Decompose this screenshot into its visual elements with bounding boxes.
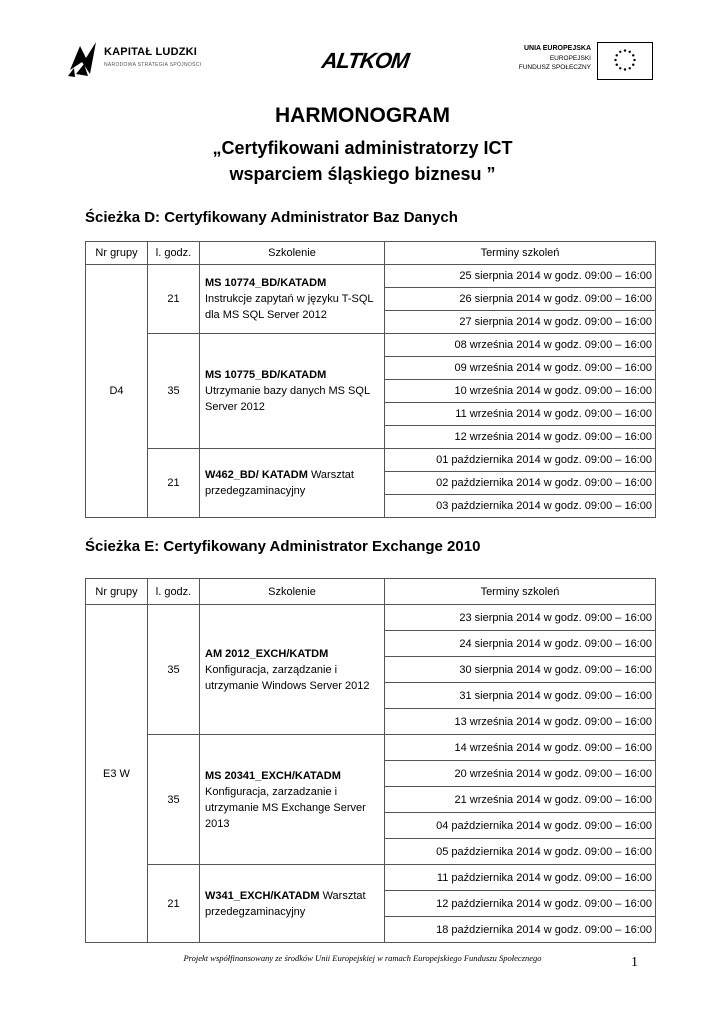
date-cell: 26 sierpnia 2014 w godz. 09:00 – 16:00 <box>385 288 656 311</box>
page-title: HARMONOGRAM <box>275 104 450 127</box>
col-course-header: Szkolenie <box>200 579 385 605</box>
date-cell: 10 września 2014 w godz. 09:00 – 16:00 <box>385 380 656 403</box>
date-cell: 25 sierpnia 2014 w godz. 09:00 – 16:00 <box>385 265 656 288</box>
date-cell: 20 września 2014 w godz. 09:00 – 16:00 <box>385 761 656 787</box>
course-code: MS 10774_BD/KATADM <box>205 277 327 289</box>
kapital-ludzki-logo <box>66 40 216 78</box>
col-hours-header: l. godz. <box>148 579 200 605</box>
hours-cell: 35 <box>148 735 200 865</box>
schedule-table-d <box>85 241 656 518</box>
kapital-ludzki-mark-icon <box>66 40 100 78</box>
date-cell: 04 października 2014 w godz. 09:00 – 16:00 <box>385 813 656 839</box>
col-course-header: Szkolenie <box>200 242 385 265</box>
col-dates-header: Terminy szkoleń <box>385 242 656 265</box>
course-cell <box>200 449 385 518</box>
date-cell: 31 sierpnia 2014 w godz. 09:00 – 16:00 <box>385 683 656 709</box>
course-cell <box>200 265 385 334</box>
altkom-logo-text: ALTKOM <box>320 48 411 73</box>
date-cell: 24 sierpnia 2014 w godz. 09:00 – 16:00 <box>385 631 656 657</box>
date-cell: 14 września 2014 w godz. 09:00 – 16:00 <box>385 735 656 761</box>
course-desc: Konfiguracja, zarządzanie i utrzymanie Windows Server 2012 <box>205 663 370 692</box>
schedule-table-e <box>85 578 656 943</box>
kapital-ludzki-tagline: NARODOWA STRATEGIA SPÓJNOŚCI <box>104 62 202 68</box>
hours-cell: 35 <box>148 605 200 735</box>
date-cell: 03 października 2014 w godz. 09:00 – 16:00 <box>385 495 656 518</box>
subtitle-line1: „Certyfikowani administratorzy ICT <box>212 138 513 158</box>
date-cell: 11 września 2014 w godz. 09:00 – 16:00 <box>385 403 656 426</box>
group-cell: E3 W <box>86 605 148 943</box>
course-cell <box>200 605 385 735</box>
course-cell <box>200 865 385 943</box>
hours-cell: 35 <box>148 334 200 449</box>
course-desc: Konfiguracja, zarzadzanie i utrzymanie MS Exchange Server 2013 <box>205 785 366 830</box>
subtitle-line2: wsparciem śląskiego biznesu ” <box>229 164 496 184</box>
col-group-header: Nr grupy <box>86 579 148 605</box>
course-code: AM 2012_EXCH/KATDM <box>205 647 329 660</box>
hours-cell: 21 <box>148 449 200 518</box>
course-code: W341_EXCH/KATADM <box>205 889 320 902</box>
course-code: MS 20341_EXCH/KATADM <box>205 769 341 782</box>
col-group-header: Nr grupy <box>86 242 148 265</box>
course-cell <box>200 334 385 449</box>
eu-logo <box>505 42 655 82</box>
date-cell: 09 września 2014 w godz. 09:00 – 16:00 <box>385 357 656 380</box>
hours-cell: 21 <box>148 265 200 334</box>
table-row <box>86 449 656 472</box>
eu-line1: UNIA EUROPEJSKA <box>523 45 591 52</box>
course-desc: Instrukcje zapytań w języku T-SQL dla MS SQL Server 2012 <box>205 293 374 321</box>
table-row <box>86 735 656 761</box>
table-row <box>86 334 656 357</box>
table-header-row <box>86 579 656 605</box>
course-cell <box>200 735 385 865</box>
footer-note: Projekt współfinansowany ze środków Unii Europejskiej w ramach Europejskiego Funduszu Społecznego <box>183 953 542 963</box>
date-cell: 12 października 2014 w godz. 09:00 – 16:00 <box>385 891 656 917</box>
table-row <box>86 265 656 288</box>
date-cell: 18 października 2014 w godz. 09:00 – 16:00 <box>385 917 656 943</box>
group-cell: D4 <box>86 265 148 518</box>
table-row <box>86 605 656 631</box>
date-cell: 01 października 2014 w godz. 09:00 – 16:00 <box>385 449 656 472</box>
course-code: MS 10775_BD/KATADM <box>205 369 327 381</box>
hours-cell: 21 <box>148 865 200 943</box>
date-cell: 05 października 2014 w godz. 09:00 – 16:00 <box>385 839 656 865</box>
date-cell: 11 października 2014 w godz. 09:00 – 16:00 <box>385 865 656 891</box>
course-code: W462_BD/ KATADM <box>205 469 308 481</box>
col-dates-header: Terminy szkoleń <box>385 579 656 605</box>
eu-line2: EUROPEJSKI <box>549 54 591 62</box>
section-e-heading: Ścieżka E: Certyfikowany Administrator Exchange 2010 <box>85 538 481 555</box>
date-cell: 30 sierpnia 2014 w godz. 09:00 – 16:00 <box>385 657 656 683</box>
date-cell: 08 września 2014 w godz. 09:00 – 16:00 <box>385 334 656 357</box>
section-d-heading: Ścieżka D: Certyfikowany Administrator Baz Danych <box>85 209 458 226</box>
altkom-logo <box>320 44 411 80</box>
date-cell: 02 października 2014 w godz. 09:00 – 16:00 <box>385 472 656 495</box>
page-number: 1 <box>631 955 638 970</box>
course-desc: Utrzymanie bazy danych MS SQL Server 2012 <box>205 385 370 413</box>
date-cell: 12 września 2014 w godz. 09:00 – 16:00 <box>385 426 656 449</box>
eu-line3: FUNDUSZ SPOŁECZNY <box>518 64 591 71</box>
eu-flag-icon <box>597 42 653 80</box>
kapital-ludzki-name: KAPITAŁ LUDZKI <box>104 46 198 58</box>
date-cell: 21 września 2014 w godz. 09:00 – 16:00 <box>385 787 656 813</box>
date-cell: 27 sierpnia 2014 w godz. 09:00 – 16:00 <box>385 311 656 334</box>
date-cell: 13 września 2014 w godz. 09:00 – 16:00 <box>385 709 656 735</box>
table-header-row <box>86 242 656 265</box>
col-hours-header: l. godz. <box>148 242 200 265</box>
table-row <box>86 865 656 891</box>
course-desc: Warsztat przedegzaminacyjny <box>205 469 354 497</box>
date-cell: 23 sierpnia 2014 w godz. 09:00 – 16:00 <box>385 605 656 631</box>
course-desc: Warsztat przedegzaminacyjny <box>205 889 366 918</box>
